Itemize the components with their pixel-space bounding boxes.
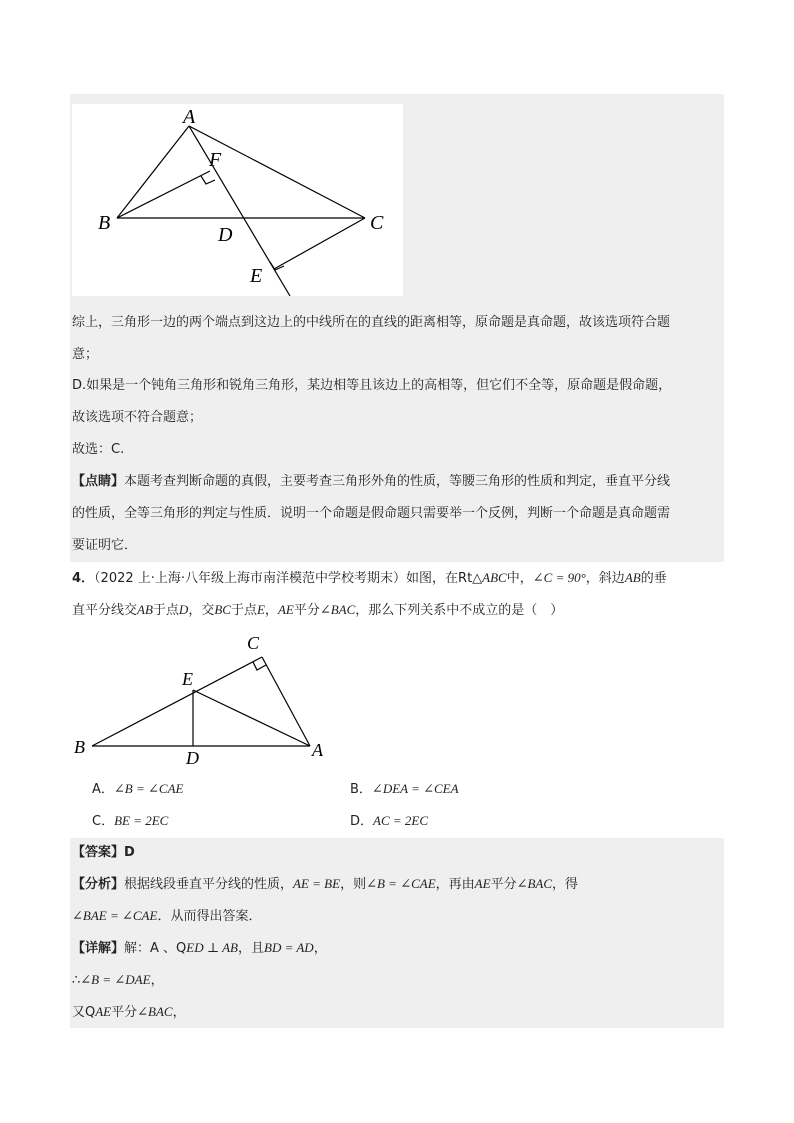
comment-line-1: [72, 473, 670, 491]
option-a-letter: A．: [92, 782, 114, 797]
label-a2: A: [312, 740, 323, 760]
analysis-tag: 【分析】: [72, 877, 125, 892]
analysis-m1: AE = BE: [293, 876, 341, 891]
detail-p2: ，且: [237, 941, 264, 956]
detail-line-3: [72, 1003, 186, 1022]
figure-triangle-abc-2: [72, 632, 332, 768]
q2-ae: AE: [277, 602, 294, 617]
answer-tag: 【答案】: [72, 845, 125, 860]
solution-panel-bottom: [70, 838, 724, 1028]
detail-m2: BD = AD: [264, 940, 314, 955]
analysis-line-1: [72, 875, 578, 894]
segment-ce: [274, 218, 365, 269]
detail-m5: ∠BAC: [137, 1004, 173, 1019]
figure-1-svg: [72, 104, 403, 296]
option-b-text: ∠DEA = ∠CEA: [371, 781, 459, 796]
comment-line-2: 的性质，全等三角形的判定与性质．说明一个命题是假命题只需要举一个反例，判断一个命题是真命题需: [72, 506, 671, 521]
analysis-p2: ，则: [340, 877, 367, 892]
analysis-m4: ∠BAC: [516, 876, 553, 891]
analysis-m5: ∠BAE = ∠CAE: [72, 908, 158, 923]
q2-g: ，那么下列关系中不成立的是（ ）: [355, 603, 564, 618]
label-d2: D: [186, 748, 199, 768]
option-b[interactable]: [350, 780, 459, 799]
detail-m4: AE: [95, 1004, 112, 1019]
comment-line-3: 要证明它．: [72, 538, 138, 553]
segment-ab: [117, 126, 189, 218]
detail-tag: 【详解】: [72, 941, 125, 956]
option-c-letter: C．: [92, 814, 115, 829]
option-a-text: ∠B = ∠CAE: [113, 781, 184, 796]
conclusion-line-1: 综上，三角形一边的两个端点到这边上的中线所在的直线的距离相等，原命题是真命题，故该选项符合题: [72, 315, 671, 330]
label-e2: E: [182, 669, 193, 689]
segment-ac: [189, 126, 365, 218]
analysis-p4: 平分: [490, 877, 517, 892]
q2-bc: BC: [214, 602, 231, 617]
analysis-line-2: [72, 907, 261, 926]
rt-label: Rt: [458, 571, 473, 586]
right-angle-c: [253, 662, 266, 670]
option-c[interactable]: [92, 812, 168, 831]
label-b: B: [98, 212, 111, 234]
question-4-line-2: [72, 601, 563, 620]
q2-ab: AB: [137, 602, 153, 617]
q2-c: ，交: [188, 603, 215, 618]
option-c-text: BE = 2EC: [114, 813, 169, 828]
option-d[interactable]: [350, 812, 428, 831]
angle-c: ∠C = 90°: [532, 570, 586, 585]
q-text-mid2: ，斜边: [585, 571, 625, 586]
question-number: 4．: [72, 571, 95, 586]
answer-value: D: [124, 845, 135, 860]
q2-f: 平分: [293, 603, 320, 618]
label-d: D: [218, 224, 233, 246]
therefore-symbol: ∴: [72, 973, 81, 988]
analysis-p6: ．从而得出答案．: [157, 909, 262, 924]
label-f: F: [209, 149, 222, 171]
comment-tag: 【点睛】: [72, 474, 125, 489]
q-text-mid1: 中，: [506, 571, 533, 586]
detail-m1: ED ⊥ AB: [186, 940, 238, 955]
label-e: E: [250, 265, 263, 287]
analysis-p3: ，再由: [435, 877, 475, 892]
comment-text-1: 本题考查判断命题的真假，主要考查三角形外角的性质，等腰三角形的性质和判定，垂直平分线: [124, 474, 671, 489]
right-angle-f: [201, 176, 215, 184]
q2-e: E: [256, 602, 265, 617]
q2-dd: 于点: [230, 603, 257, 618]
segment-ca: [262, 657, 310, 746]
detail-p5: 平分: [111, 1005, 138, 1020]
question-4-line-1: [72, 569, 667, 588]
triangle-abc: ABC: [482, 570, 507, 585]
q-text-tail1: 的垂: [640, 571, 667, 586]
question-source: （2022 上·上海·八年级上海市南洋模范中学校考期末）如图，在: [94, 571, 459, 586]
choose-line: 故选：C.: [72, 442, 125, 457]
option-d-letter: D．: [350, 814, 374, 829]
option-a[interactable]: [92, 780, 183, 799]
analysis-m3: AE: [474, 876, 491, 891]
detail-p4: ，: [150, 973, 164, 988]
option-d-text: AC = 2EC: [373, 813, 429, 828]
label-c: C: [370, 212, 384, 234]
q2-ee: ，: [264, 603, 278, 618]
segment-ea: [193, 690, 310, 746]
segment-bf: [117, 171, 210, 218]
detail-line-2: [72, 971, 164, 990]
detail-p1: 解：A 、Q: [124, 941, 187, 956]
segment-ab-text: AB: [624, 570, 641, 585]
label-b2: B: [74, 737, 85, 757]
figure-triangle-abc-1: [72, 104, 403, 296]
analysis-p5: ，得: [552, 877, 579, 892]
analysis-p1: 根据线段垂直平分线的性质，: [124, 877, 294, 892]
q2-a: 直平分线交: [72, 603, 138, 618]
detail-p6: ，: [172, 1005, 186, 1020]
triangle-symbol: △: [472, 571, 483, 586]
analysis-m2: ∠B = ∠CAE: [366, 876, 436, 891]
option-b-letter: B．: [350, 782, 372, 797]
right-angle-e: [270, 262, 284, 270]
q2-d: D: [178, 602, 189, 617]
label-a: A: [183, 106, 196, 128]
option-d-line-1: D.如果是一个钝角三角形和锐角三角形，某边相等且该边上的高相等，但它们不全等，原命题是假命题，: [72, 378, 672, 393]
conclusion-line-2: 意；: [72, 347, 99, 362]
label-c2: C: [247, 633, 260, 653]
detail-also: 又Q: [72, 1005, 96, 1020]
answer-line: [72, 844, 135, 862]
detail-line-1: [72, 939, 327, 958]
detail-p3: ，: [313, 941, 327, 956]
figure-2-svg: [72, 632, 332, 768]
q2-bac: ∠BAC: [319, 602, 356, 617]
detail-m3: ∠B = ∠DAE: [80, 972, 151, 987]
segment-bc2: [92, 657, 262, 746]
option-d-line-2: 故该选项不符合题意；: [72, 410, 203, 425]
q2-b: 于点: [152, 603, 179, 618]
